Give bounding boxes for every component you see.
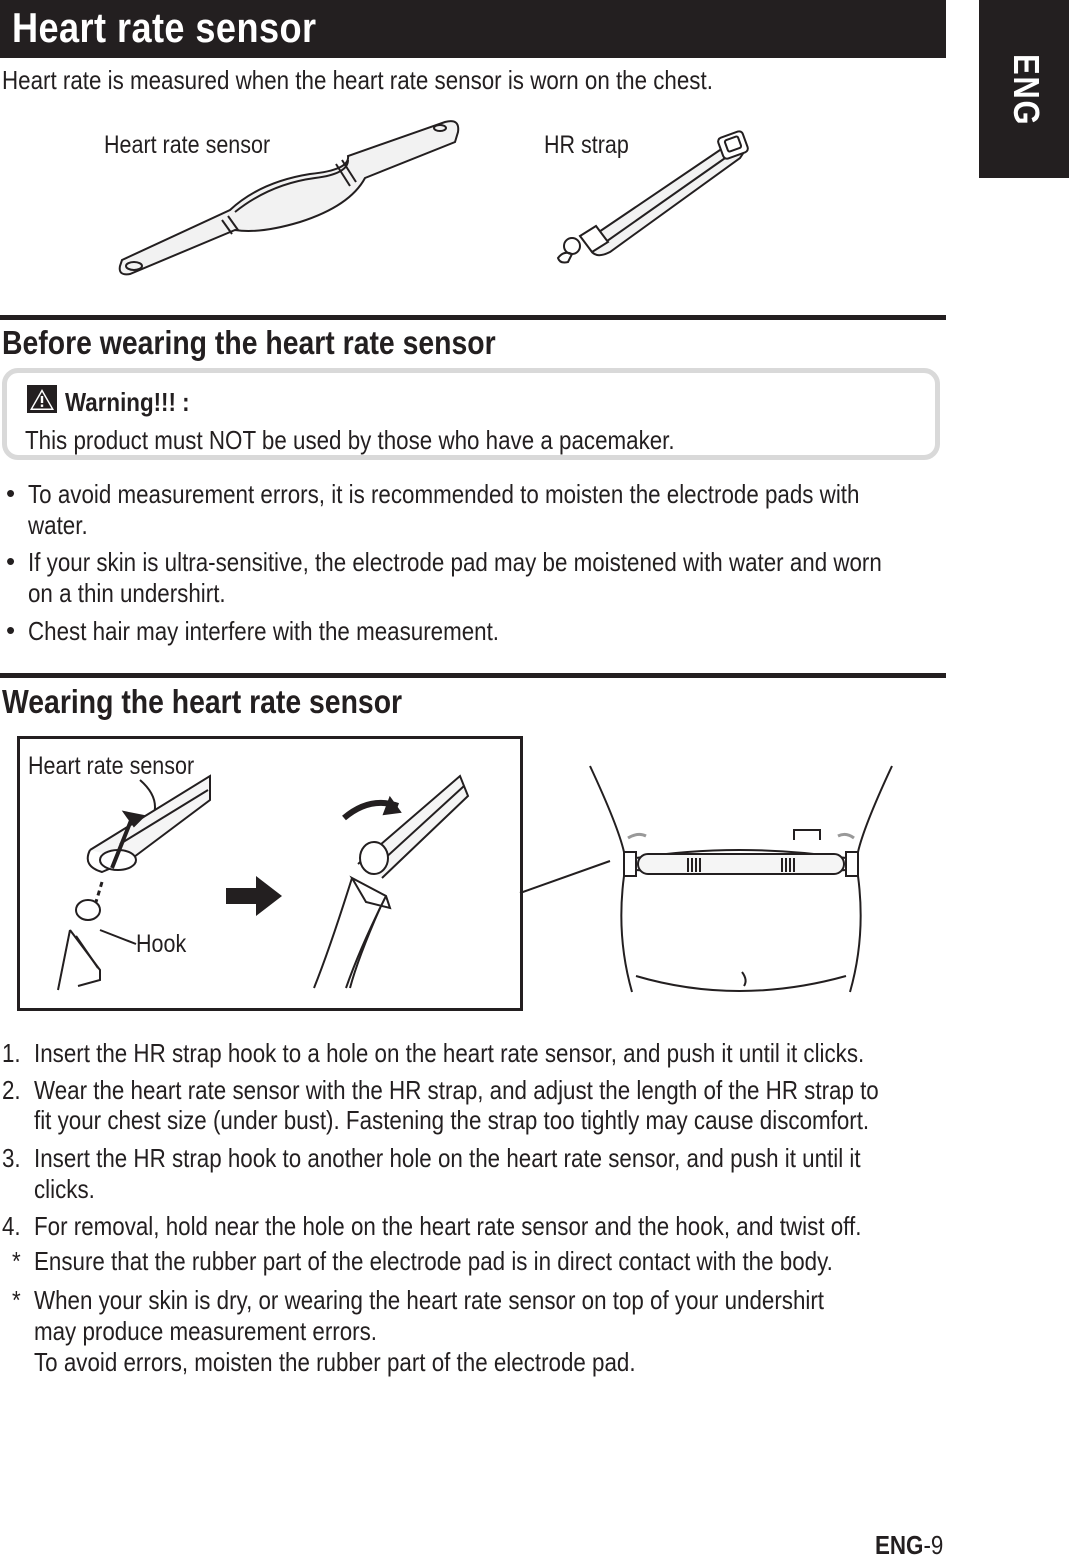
bullet-2-line2: on a thin undershirt. [28,578,226,608]
language-tab [979,0,1069,178]
note-2-line1: When your skin is dry, or wearing the heart rate sensor on top of your undershirt [34,1285,825,1315]
warning-text: This product must NOT be used by those who have a pacemaker. [25,425,675,455]
section-divider [0,673,946,678]
torso-wearing-illustration [588,766,898,996]
heart-rate-sensor-illustration [110,112,470,282]
warning-box [2,368,940,460]
arrow-right-icon [226,876,282,916]
section-divider [0,315,946,320]
note-mark: * [12,1285,21,1315]
warning-title: Warning!!! : [65,387,190,417]
step-number: 4. [2,1211,21,1241]
step-number: 2. [2,1075,21,1105]
step-3-line2: clicks. [34,1174,95,1204]
sensor-label: Heart rate sensor [104,131,271,159]
bullet-3-line1: Chest hair may interfere with the measurement. [28,616,500,646]
step-number: 1. [2,1038,21,1068]
note-mark: * [12,1246,21,1276]
step-2-line2: fit your chest size (under bust). Fastening the strap too tightly may cause discomfort. [34,1105,870,1135]
diagram-hook-label: Hook [136,930,187,958]
bullet-1-line1: To avoid measurement errors, it is recommended to moisten the electrode pads with [28,479,860,509]
note-1-line1: Ensure that the rubber part of the electrode pad is in direct contact with the body. [34,1246,833,1276]
step-4-line1: For removal, hold near the hole on the heart rate sensor and the hook, and twist off. [34,1211,862,1241]
bullet-dot-icon: • [6,546,16,576]
step-3-line1: Insert the HR strap hook to another hole on the heart rate sensor, and push it until it [34,1143,861,1173]
bullet-2-line1: If your skin is ultra-sensitive, the electrode pad may be moistened with water and worn [28,547,882,577]
step-1-line1: Insert the HR strap hook to a hole on the heart rate sensor, and push it until it clicks. [34,1038,865,1068]
language-tab-label: ENG [1006,54,1047,127]
diagram-sensor-label: Heart rate sensor [28,752,195,780]
page-number-prefix: ENG [875,1530,924,1560]
page-number-value: -9 [923,1530,944,1560]
page-title: Heart rate sensor [12,4,317,51]
warning-icon [27,385,57,413]
bullet-1-line2: water. [28,510,88,540]
before-heading: Before wearing the heart rate sensor [2,324,496,361]
note-2-line2: may produce measurement errors. [34,1316,377,1346]
wearing-heading: Wearing the heart rate sensor [2,683,403,720]
note-2-line3: To avoid errors, moisten the rubber part of the electrode pad. [34,1347,636,1377]
bullet-dot-icon: • [6,615,16,645]
bullet-dot-icon: • [6,478,16,508]
hr-strap-illustration [550,128,750,268]
page-title-bar [0,0,946,58]
strap-label: HR strap [544,131,629,159]
intro-text: Heart rate is measured when the heart rate sensor is worn on the chest. [2,65,713,95]
hook-attached-illustration [300,748,480,998]
step-number: 3. [2,1143,21,1173]
step-2-line1: Wear the heart rate sensor with the HR strap, and adjust the length of the HR strap to [34,1075,879,1105]
hook-insert-illustration [20,740,220,1010]
page-number [875,1530,943,1561]
